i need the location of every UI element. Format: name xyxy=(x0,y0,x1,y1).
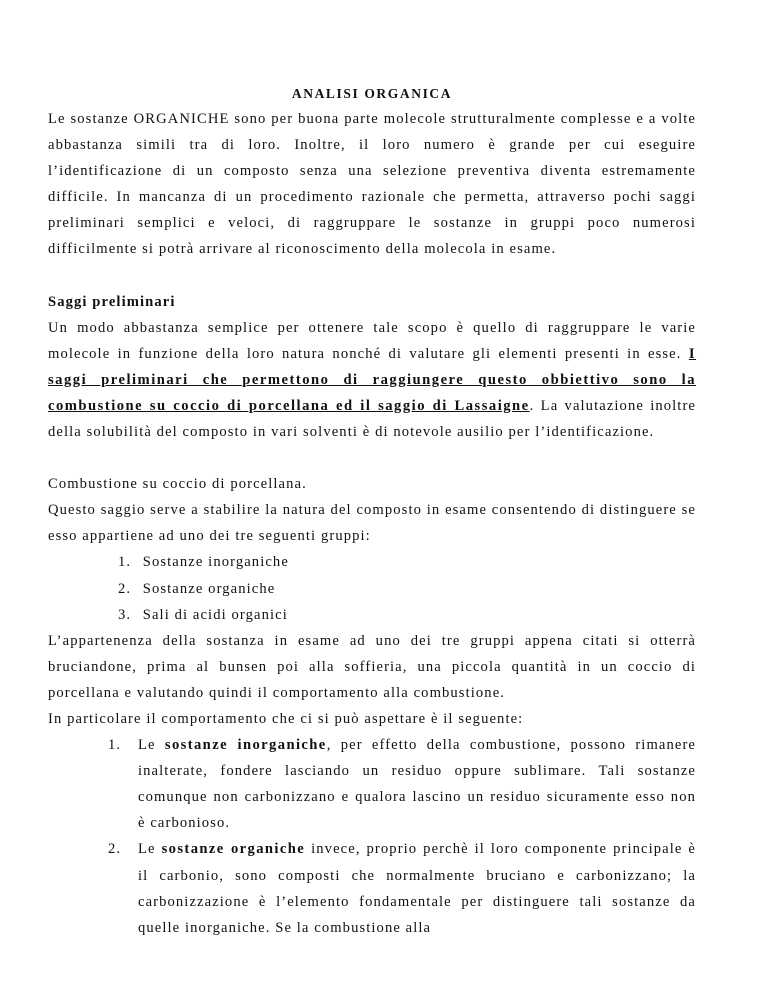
spacer xyxy=(48,263,696,289)
saggi-emphasis: I saggi preliminari che permettono di raggiungere questo obbiettivo sono la combustione su coccio di porcellana ed il saggio di Lassaigne xyxy=(48,345,697,414)
section-heading-saggi: Saggi preliminari xyxy=(48,293,176,310)
behaviors-list xyxy=(48,732,696,941)
list-item-label: Sostanze organiche xyxy=(142,580,276,597)
saggi-text: Un modo abbastanza semplice per ottenere tale scopo è quello di raggruppare le varie molecole in funzione della loro natura nonché di valutare gli elementi presenti in esse. xyxy=(48,319,696,362)
intro-paragraph: Le sostanze ORGANICHE sono per buona parte molecole strutturalmente complesse e a volte abbastanza simili tra di loro. Inoltre, il loro numero è grande per cui eseguire l’identificazione di un composto senza una selezione preventiva diventa estremamente difficile. In mancanza di un procedimento razionale che permetta, attraverso pochi saggi preliminari semplici e veloci, di raggruppare le sostanze in gruppi poco numerosi difficilmente si potrà arrivare al riconoscimento della molecola in esame. xyxy=(48,111,696,258)
list-item xyxy=(108,732,696,836)
list-item-number: 1. xyxy=(118,554,132,571)
list-item xyxy=(118,602,696,628)
list-item-prefix: Le xyxy=(138,841,162,858)
list-item-number: 1. xyxy=(108,737,122,754)
list-item xyxy=(108,836,696,940)
comportamento-paragraph: In particolare il comportamento che ci si può aspettare è il seguente: xyxy=(48,710,524,727)
list-item xyxy=(118,576,696,602)
list-item-number: 3. xyxy=(118,606,132,623)
list-item-body: , per effetto della combustione, possono rimanere inalterate, fondere lasciando un residuo oppure sublimare. Tali sostanze comunque non carbonizzano e qualora lascino un residuo sicuramente esso non è carbonioso. xyxy=(138,737,696,832)
section-heading-combustione: Combustione su coccio di porcellana. xyxy=(48,476,307,493)
list-item-emphasis: sostanze organiche xyxy=(161,841,306,858)
list-item-body: invece, proprio perchè il loro componente principale è il carbonio, sono composti che normalmente bruciano e carbonizzano; la carbonizzazione è l’elemento fondamentale per distinguere tali sostanze da quelle inorganiche. Se la combustione alla xyxy=(138,841,697,936)
list-item-number: 2. xyxy=(118,580,132,597)
list-item xyxy=(118,549,696,575)
spacer xyxy=(48,445,696,471)
saggi-text-rest: . La valutazione inoltre della solubilità del composto in vari solventi è di notevole ausilio per l’identificazione. xyxy=(48,397,696,441)
list-item-label: Sali di acidi organici xyxy=(142,606,288,623)
list-item-emphasis: sostanze inorganiche xyxy=(164,737,327,754)
list-item-label: Sostanze inorganiche xyxy=(142,554,289,571)
list-item-number: 2. xyxy=(108,841,122,858)
list-item-text xyxy=(138,732,696,836)
combustione-paragraph: Questo saggio serve a stabilire la natura del composto in esame consentendo di distinguere se esso appartiene ad uno dei tre seguenti gruppi: xyxy=(48,502,696,545)
appartenenza-paragraph: L’appartenenza della sostanza in esame ad uno dei tre gruppi appena citati si otterrà bruciandone, prima al bunsen poi alla soffieria, una piccola quantità in un coccio di porcellana e valutando quindi il comportamento alla combustione. xyxy=(48,632,696,701)
document-title: ANALISI ORGANICA xyxy=(291,86,453,101)
groups-list xyxy=(48,549,696,627)
saggi-paragraph xyxy=(48,315,696,445)
document-page xyxy=(48,82,696,941)
list-item-prefix: Le xyxy=(138,737,165,754)
list-item-text xyxy=(138,836,696,940)
